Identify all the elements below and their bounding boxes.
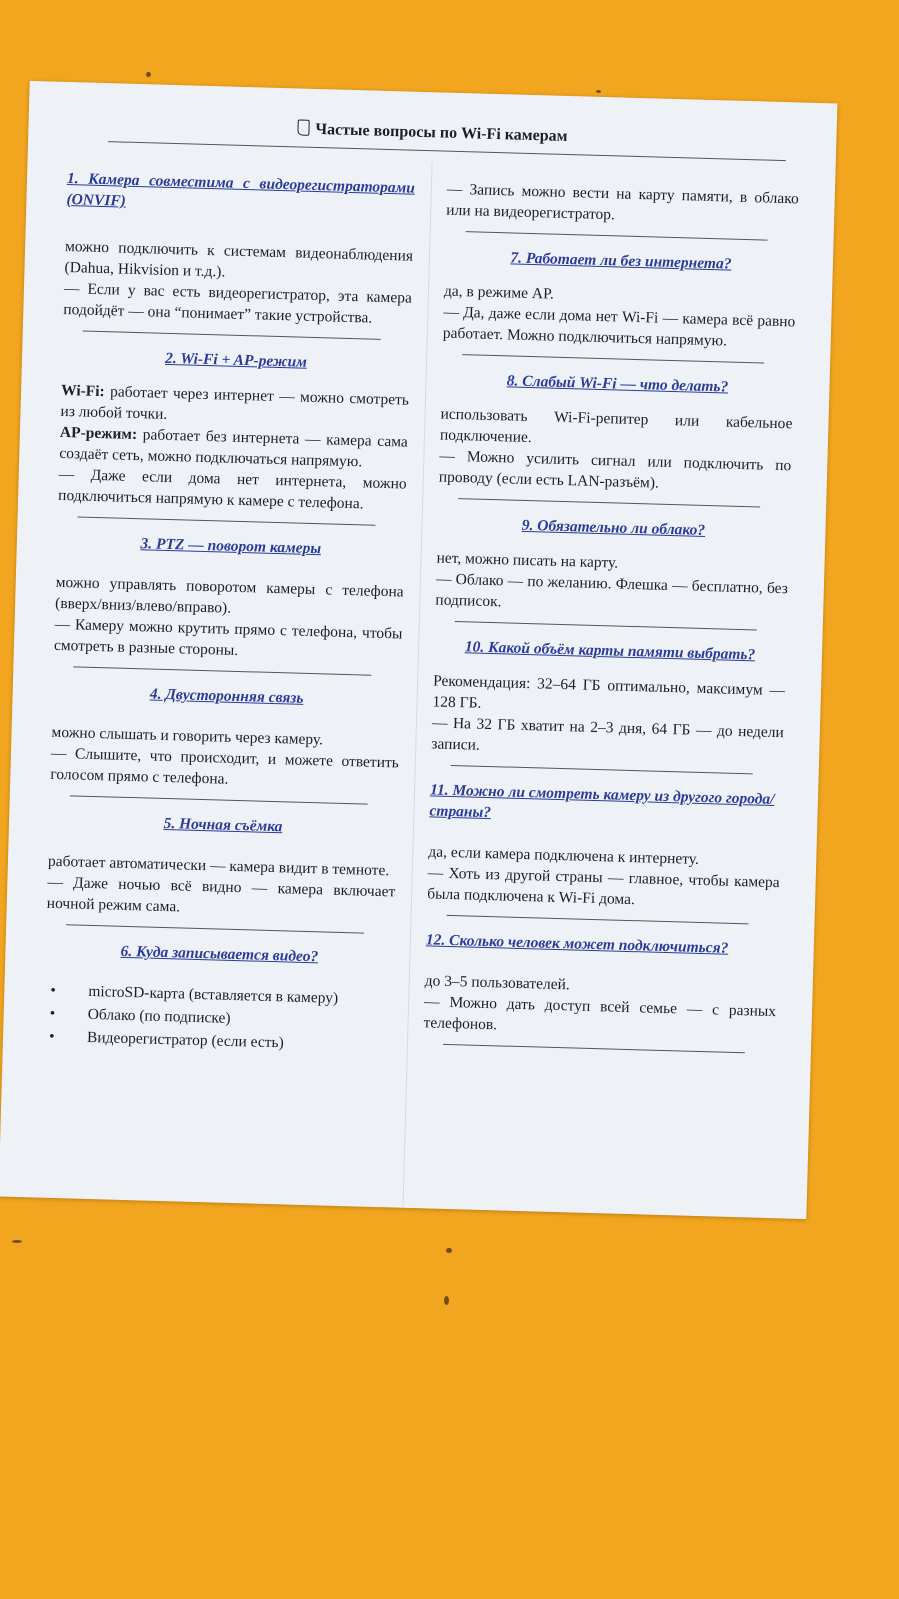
question-9-answer: нет, можно писать на карту. [436,549,619,572]
section-divider [66,924,364,933]
section-divider [443,1044,745,1053]
question-3-title: 3. PTZ — поворот камеры [140,535,322,558]
question-8-detail: — Можно усилить сигнал или подключить по проводу (если есть LAN-разъём). [438,447,792,492]
question-7-answer: да, в режиме AP. [443,282,555,303]
ap-text: работает без интернета — камера сама создаёт сеть, можно подключаться напрямую. [59,426,409,471]
question-6-continued: — Запись можно вести на карту памяти, в облако или на видеорегистратор. [446,180,799,224]
background-speck [146,72,151,77]
question-9-title: 9. Обязательно ли облако? [521,516,706,539]
section-divider [83,331,381,340]
section-divider [70,795,368,804]
faq-sheet [0,81,837,1219]
question-1-answer: можно подключить к системам видеонаблюдения (Dahua, Hikvision и т.д.). [64,237,414,281]
question-6-title: 6. Куда записывается видео? [120,942,319,966]
question-12-answer: до 3–5 пользователей. [424,972,571,994]
question-3-detail: — Камеру можно крутить прямо с телефона, чтобы смотреть в разные стороны. [53,615,403,659]
sheet-title [28,111,836,155]
section-divider [462,354,764,363]
question-12-detail: — Можно дать доступ всей семье — с разных телефонов. [423,993,777,1034]
question-5-answer: работает автоматически — камера видит в темноте. [47,852,390,880]
question-4-detail: — Слышите, что происходит, и можете ответить голосом прямо с телефона. [50,744,400,788]
background-speck [446,1248,452,1253]
question-10-detail: — На 32 ГБ хватит на 2–3 дня, 64 ГБ — до недели записи. [431,714,785,754]
section-divider [455,621,757,630]
background-speck [12,1240,22,1243]
question-2-detail: — Даже если дома нет интернета, можно подключиться напрямую к камере с телефона. [57,465,407,513]
question-4-title: 4. Двусторонняя связь [149,685,304,707]
section-divider [458,498,760,507]
background-speck [596,90,601,93]
question-4-answer: можно слышать и говорить через камеру. [51,723,324,749]
question-5-title: 5. Ночная съёмка [163,814,283,836]
wifi-text: работает через интернет — можно смотреть из любой точки. [60,383,410,423]
ap-label: AP-режим: [59,423,138,444]
list-item: • Облако (по подписке) [43,1003,391,1034]
question-11-detail: — Хоть из другой страны — главное, чтобы камера была подключена к Wi-Fi дома. [426,864,780,909]
question-7-title: 7. Работает ли без интернета? [510,249,732,273]
section-divider [78,516,376,525]
question-2-title: 2. Wi-Fi + AP-режим [164,349,308,371]
document-icon [297,119,309,135]
question-8-title: 8. Слабый Wi-Fi — что делать? [506,372,729,396]
section-divider [451,765,753,774]
background-speck [444,1296,449,1305]
question-10-answer: Рекомендация: 32–64 ГБ оптимально, максимум — 128 ГБ. [432,672,786,712]
question-1-detail: — Если у вас есть видеорегистратор, эта камера подойдёт — она “понимает” такие устройства. [63,279,413,327]
question-3-answer: можно управлять поворотом камеры с телефона (вверх/вниз/влево/вправо). [54,573,404,617]
list-item: • microSD-карта (вставляется в камеру) [44,980,392,1011]
question-6-list [43,980,393,1057]
question-11-title: 11. Можно ли смотреть камеру из другого города/страны? [429,781,775,822]
question-12-title: 12. Сколько человек может подключиться? [425,931,729,957]
question-10-title: 10. Какой объём карты памяти выбрать? [464,638,756,664]
left-column [43,168,415,1058]
question-8-answer: использовать Wi-Fi-репитер или кабельное подключение. [439,405,793,447]
section-divider [447,915,749,924]
question-9-detail: — Облако — по желанию. Флешка — бесплатно, без подписок. [435,570,789,611]
list-item: • Видеорегистратор (если есть) [43,1026,391,1057]
question-11-answer: да, если камера подключена к интернету. [428,843,700,868]
question-5-detail: — Даже ночью всё видно — камера включает ночной режим сама. [46,873,396,916]
section-divider [466,231,768,240]
question-1-title: 1. Камера совместима с видеорегистраторами (ONVIF) [66,170,416,210]
sheet-title-text: Частые вопросы по Wi-Fi камерам [315,120,568,145]
wifi-label: Wi-Fi: [60,381,105,401]
section-divider [73,666,371,675]
question-7-detail: — Да, даже если дома нет Wi-Fi — камера всё равно работает. Можно подключиться напрямую. [442,303,796,350]
right-column [423,179,799,1054]
